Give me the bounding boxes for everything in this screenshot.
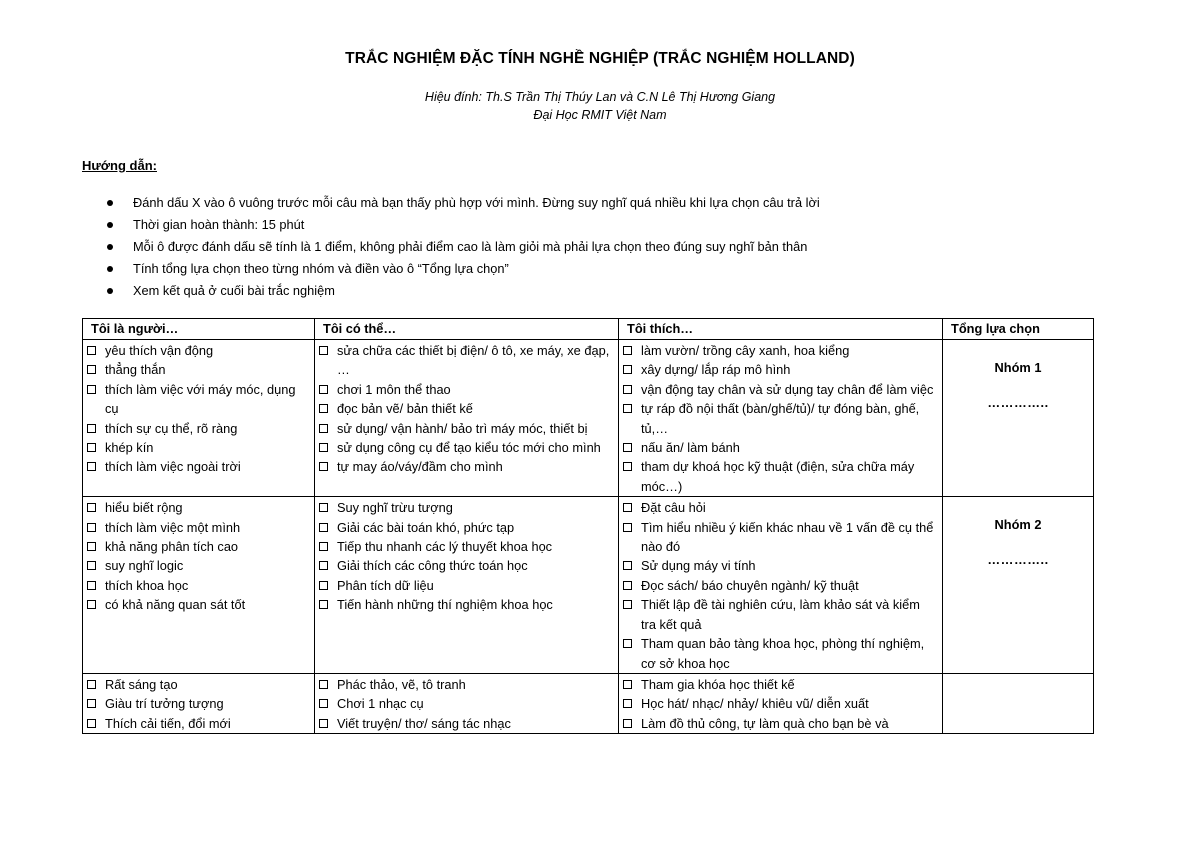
list-item xyxy=(315,457,618,476)
list-item xyxy=(83,360,314,379)
group-name: Nhóm 1 xyxy=(994,360,1042,375)
cell-i-like xyxy=(619,673,943,733)
list-item xyxy=(315,556,618,575)
instruction-item: Thời gian hoàn thành: 15 phút xyxy=(105,215,820,237)
cell-i-am xyxy=(83,673,315,733)
checkbox[interactable] xyxy=(623,462,632,471)
item-list xyxy=(315,497,618,614)
item-label: Thích cải tiến, đổi mới xyxy=(105,715,231,731)
checkbox[interactable] xyxy=(623,680,632,689)
checkbox[interactable] xyxy=(623,699,632,708)
checkbox[interactable] xyxy=(87,542,96,551)
item-label: thẳng thắn xyxy=(105,362,166,378)
list-item xyxy=(83,714,314,733)
item-label: nấu ăn/ làm bánh xyxy=(641,440,740,456)
list-item xyxy=(619,518,942,557)
checkbox[interactable] xyxy=(623,404,632,413)
item-label: Phân tích dữ liệu xyxy=(337,577,434,593)
checkbox[interactable] xyxy=(87,346,96,355)
list-item xyxy=(83,419,314,438)
list-item xyxy=(315,595,618,614)
checkbox[interactable] xyxy=(623,719,632,728)
checkbox[interactable] xyxy=(319,503,328,512)
list-item xyxy=(315,399,618,418)
item-label: tham dự khoá học kỹ thuật (điện, sửa chữa máy móc…) xyxy=(641,459,915,494)
list-item xyxy=(619,556,942,575)
cell-i-can xyxy=(315,340,619,497)
instruction-item: Xem kết quả ở cuối bài trắc nghiệm xyxy=(105,281,820,303)
checkbox[interactable] xyxy=(319,443,328,452)
item-label: Học hát/ nhạc/ nhảy/ khiêu vũ/ diễn xuất xyxy=(641,696,869,712)
instruction-list xyxy=(105,193,820,303)
list-item xyxy=(315,675,618,694)
checkbox[interactable] xyxy=(319,523,328,532)
list-item xyxy=(619,360,942,379)
item-label: Đặt câu hỏi xyxy=(641,500,706,516)
checkbox[interactable] xyxy=(87,581,96,590)
checkbox[interactable] xyxy=(623,503,632,512)
editors-line: Hiệu đính: Th.S Trần Thị Thúy Lan và C.N Lê Thị Hương Giang xyxy=(424,90,776,104)
header-i-am: Tôi là người… xyxy=(83,319,315,340)
item-label: thích làm việc ngoài trời xyxy=(105,459,241,475)
list-item xyxy=(619,694,942,713)
holland-quiz-table xyxy=(82,318,1094,734)
guide-heading: Hướng dẫn: xyxy=(82,158,157,173)
list-item xyxy=(83,438,314,457)
checkbox[interactable] xyxy=(87,600,96,609)
list-item xyxy=(83,556,314,575)
checkbox[interactable] xyxy=(623,581,632,590)
item-label: Tìm hiểu nhiều ý kiến khác nhau về 1 vấn đề cụ thể nào đó xyxy=(641,519,934,555)
list-item xyxy=(315,438,618,457)
checkbox[interactable] xyxy=(87,561,96,570)
checkbox[interactable] xyxy=(87,503,96,512)
item-label: chơi 1 môn thể thao xyxy=(337,381,451,397)
checkbox[interactable] xyxy=(319,346,328,355)
item-label: thích sự cụ thể, rõ ràng xyxy=(105,420,238,436)
checkbox[interactable] xyxy=(87,462,96,471)
checkbox[interactable] xyxy=(87,719,96,728)
item-label: sử dụng công cụ để tạo kiểu tóc mới cho mình xyxy=(337,440,601,456)
list-item xyxy=(315,498,618,517)
group-name: Nhóm 2 xyxy=(994,517,1042,533)
item-label: thích làm việc một mình xyxy=(105,519,241,535)
item-label: Giàu trí tưởng tượng xyxy=(105,696,224,712)
item-label: yêu thích vận động xyxy=(105,343,214,358)
checkbox[interactable] xyxy=(623,639,632,648)
item-label: hiểu biết rộng xyxy=(105,500,183,516)
item-label: tự may áo/váy/đầm cho mình xyxy=(337,459,503,475)
item-label: có khả năng quan sát tốt xyxy=(105,597,246,613)
list-item xyxy=(83,537,314,556)
list-item xyxy=(619,576,942,595)
item-label: Tham quan bảo tàng khoa học, phòng thí nghiệm, cơ sở khoa học xyxy=(641,636,925,671)
instruction-item: Đánh dấu X vào ô vuông trước mỗi câu mà bạn thấy phù hợp với mình. Đừng suy nghĩ quá nhiều khi lựa chọn câu trả lời xyxy=(105,193,820,215)
checkbox[interactable] xyxy=(87,424,96,433)
instruction-item: Mỗi ô được đánh dấu sẽ tính là 1 điểm, không phải điểm cao là làm giỏi mà phải lựa chọn theo đúng suy nghĩ bản thân xyxy=(105,237,820,259)
item-label: Giải thích các công thức toán học xyxy=(337,558,528,574)
document-title: TRẮC NGHIỆM ĐẶC TÍNH NGHỀ NGHIỆP (TRẮC NGHIỆM HOLLAND) xyxy=(345,50,855,67)
group-total-cell xyxy=(943,497,1094,674)
list-item xyxy=(83,457,314,476)
cell-i-like xyxy=(619,497,943,674)
table-row xyxy=(83,340,1094,497)
list-item xyxy=(315,341,618,380)
item-label: tự ráp đồ nội thất (bàn/ghế/tủ)/ tự đóng bàn, ghế, tủ,… xyxy=(641,401,920,436)
bullet-icon xyxy=(107,200,113,206)
list-item xyxy=(619,714,942,733)
checkbox[interactable] xyxy=(87,680,96,689)
list-item xyxy=(83,498,314,517)
item-list xyxy=(315,340,618,477)
item-label: Làm đồ thủ công, tự làm quà cho bạn bè và xyxy=(641,715,889,731)
item-label: làm vườn/ trồng cây xanh, hoa kiểng xyxy=(641,343,850,358)
list-item xyxy=(619,634,942,673)
list-item xyxy=(83,341,314,360)
checkbox[interactable] xyxy=(319,600,328,609)
item-label: Viết truyện/ thơ/ sáng tác nhạc xyxy=(337,715,511,731)
university-line: Đại Học RMIT Việt Nam xyxy=(533,108,667,122)
item-list xyxy=(619,674,942,733)
cell-i-can xyxy=(315,497,619,674)
bullet-icon xyxy=(107,266,113,272)
list-item xyxy=(315,380,618,399)
list-item xyxy=(83,518,314,537)
bullet-icon xyxy=(107,222,113,228)
list-item xyxy=(315,576,618,595)
group-total-cell xyxy=(943,673,1094,733)
checkbox[interactable] xyxy=(87,523,96,532)
list-item xyxy=(315,714,618,733)
header-total: Tổng lựa chọn xyxy=(943,319,1094,340)
table-row xyxy=(83,673,1094,733)
item-label: xây dựng/ lắp ráp mô hình xyxy=(641,362,791,378)
list-item xyxy=(619,595,942,634)
list-item xyxy=(83,675,314,694)
list-item xyxy=(619,457,942,496)
instruction-item: Tính tổng lựa chọn theo từng nhóm và điền vào ô “Tổng lựa chọn” xyxy=(105,259,820,281)
list-item xyxy=(619,399,942,438)
item-list xyxy=(83,674,314,733)
item-label: thích khoa học xyxy=(105,577,189,593)
item-label: đọc bản vẽ/ bản thiết kế xyxy=(337,401,473,417)
checkbox[interactable] xyxy=(319,581,328,590)
item-label: Chơi 1 nhạc cụ xyxy=(337,696,424,712)
item-label: suy nghĩ logic xyxy=(105,558,184,574)
checkbox[interactable] xyxy=(319,680,328,689)
list-item xyxy=(315,419,618,438)
group-total-blank[interactable]: ………….. xyxy=(987,552,1049,568)
group-total-cell xyxy=(943,340,1094,497)
item-label: Tiếp thu nhanh các lý thuyết khoa học xyxy=(337,539,553,555)
checkbox[interactable] xyxy=(319,719,328,728)
cell-i-am xyxy=(83,497,315,674)
item-label: Tham gia khóa học thiết kế xyxy=(641,676,795,692)
list-item xyxy=(619,675,942,694)
checkbox[interactable] xyxy=(623,600,632,609)
item-label: Suy nghĩ trừu tượng xyxy=(337,500,453,516)
group-total-blank[interactable]: ………….. xyxy=(987,395,1049,410)
cell-i-am xyxy=(83,340,315,497)
item-list xyxy=(83,340,314,477)
list-item xyxy=(315,518,618,537)
item-label: sử dụng/ vận hành/ bảo trì máy móc, thiết bị xyxy=(337,420,588,436)
checkbox[interactable] xyxy=(319,699,328,708)
checkbox[interactable] xyxy=(623,561,632,570)
item-label: Tiến hành những thí nghiệm khoa học xyxy=(337,597,553,613)
checkbox[interactable] xyxy=(319,424,328,433)
item-label: vận động tay chân và sử dụng tay chân để làm việc xyxy=(641,381,934,397)
checkbox[interactable] xyxy=(87,443,96,452)
item-list xyxy=(83,497,314,614)
item-label: Rất sáng tạo xyxy=(105,676,178,692)
list-item xyxy=(83,576,314,595)
item-list xyxy=(315,674,618,733)
item-label: khép kín xyxy=(105,440,154,456)
checkbox[interactable] xyxy=(319,561,328,570)
list-item xyxy=(83,694,314,713)
checkbox[interactable] xyxy=(623,346,632,355)
list-item xyxy=(315,537,618,556)
checkbox[interactable] xyxy=(623,443,632,452)
checkbox[interactable] xyxy=(319,385,328,394)
checkbox[interactable] xyxy=(623,365,632,374)
list-item xyxy=(315,694,618,713)
checkbox[interactable] xyxy=(319,542,328,551)
cell-i-like xyxy=(619,340,943,497)
checkbox[interactable] xyxy=(319,462,328,471)
item-label: Thiết lập đề tài nghiên cứu, làm khảo sát và kiểm tra kết quả xyxy=(641,597,920,632)
checkbox[interactable] xyxy=(87,385,96,394)
item-label: Đọc sách/ báo chuyên ngành/ kỹ thuật xyxy=(641,577,859,593)
checkbox[interactable] xyxy=(87,365,96,374)
item-label: sửa chữa các thiết bị điện/ ô tô, xe máy, xe đạp, … xyxy=(337,343,610,378)
list-item xyxy=(619,498,942,517)
checkbox[interactable] xyxy=(87,699,96,708)
list-item xyxy=(619,341,942,360)
list-item xyxy=(83,595,314,614)
checkbox[interactable] xyxy=(623,385,632,394)
item-label: Giải các bài toán khó, phức tạp xyxy=(337,519,515,535)
item-label: thích làm việc với máy móc, dụng cụ xyxy=(105,381,296,417)
item-list xyxy=(619,340,942,496)
bullet-icon xyxy=(107,288,113,294)
item-label: khả năng phân tích cao xyxy=(105,539,239,555)
table-header-row xyxy=(83,319,1094,340)
list-item xyxy=(619,380,942,399)
checkbox[interactable] xyxy=(623,523,632,532)
cell-i-can xyxy=(315,673,619,733)
table-row xyxy=(83,497,1094,674)
list-item xyxy=(619,438,942,457)
item-list xyxy=(619,497,942,673)
header-i-like: Tôi thích… xyxy=(619,319,943,340)
header-i-can: Tôi có thể… xyxy=(315,319,619,340)
item-label: Sử dụng máy vi tính xyxy=(641,558,756,574)
bullet-icon xyxy=(107,244,113,250)
list-item xyxy=(83,380,314,419)
checkbox[interactable] xyxy=(319,404,328,413)
item-label: Phác thảo, vẽ, tô tranh xyxy=(337,676,466,692)
